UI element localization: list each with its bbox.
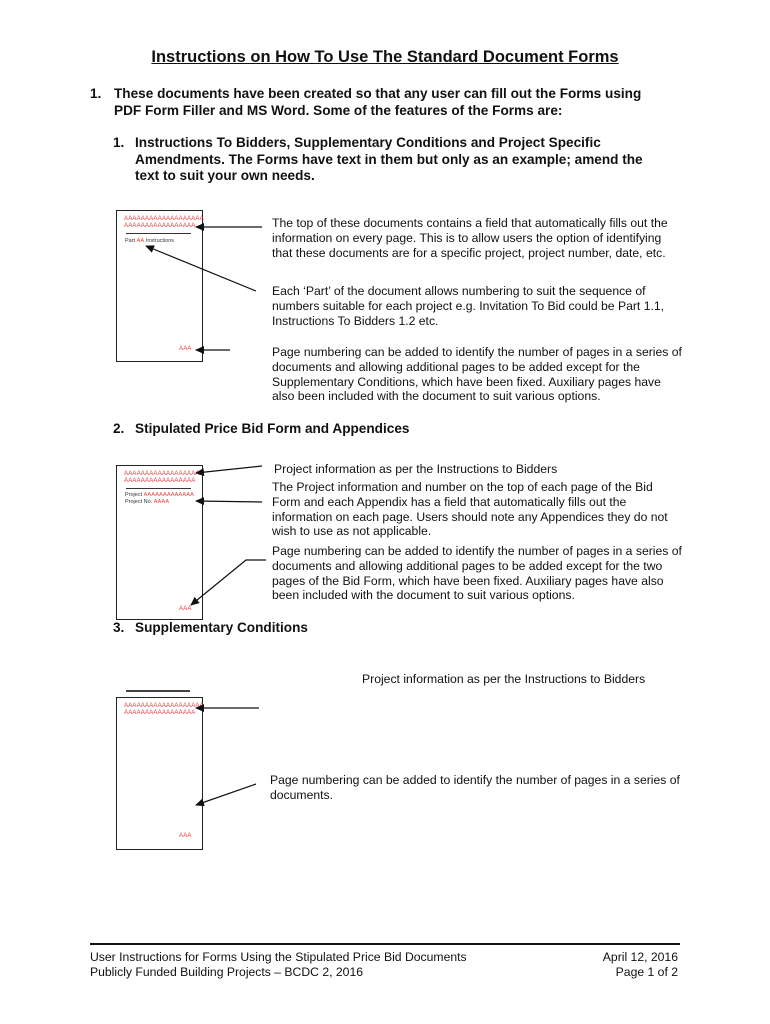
arrow-page-number-3 [196,784,256,805]
thumb2-project-label: Project [125,492,143,498]
thumb2-project-no-label: Project No. [125,499,153,505]
thumb-part-value: AA [136,238,145,244]
intro-number: 1. [90,86,102,101]
note-page-numbering-3: Page numbering can be added to identify the number of pages in a series of documents. [270,773,680,802]
footer-doc-title: User Instructions for Forms Using the Stipulated Price Bid Documents [90,950,467,964]
note-project-info-3: Project information as per the Instructions to Bidders [362,672,646,686]
thumb3-header-red-1: AAAAAAAAAAAAAAAAAAA [124,703,204,709]
footer-page-number: Page 1 of 2 [615,965,678,979]
section-2-number: 2. [113,421,125,436]
section-1-number: 1. [113,135,125,150]
thumb2-header-red-2: AAAAAAAAAAAAAAAAA [124,478,196,484]
thumb2-project-value: AAAAAAAAAAAAA [143,492,194,498]
thumb-part-label: Part [125,238,136,244]
page-title: Instructions on How To Use The Standard Document Forms [151,48,619,66]
arrow-page-number-2 [191,560,266,605]
footer-rule [90,943,680,945]
thumb-header-red-2: AAAAAAAAAAAAAAAAA [124,223,196,229]
note-part-numbering: Each ‘Part’ of the document allows numbering to suit the sequence of numbers suitable for each project e.g. Invitation To Bid could be Part 1.1, Instructions To Bidders 1.2 etc. [272,284,665,328]
arrow-project-info-2 [196,466,262,473]
note-page-numbering-2: Page numbering can be added to identify the number of pages in a series of documents and allowing additional pages to be added except for the two pages of the Bid Form, which have been fixed. Auxiliary pages have also been included with the document to suit various options. [272,544,682,603]
footer-left [90,950,520,980]
arrow-project-fields-2 [196,501,262,502]
footer-program: Publicly Funded Building Projects – BCDC 2, 2016 [90,965,364,979]
note-header-field: The top of these documents contains a field that automatically fills out the information on every page. This is to allow users the option of identifying that these documents are for a specific project, project number, date, etc. [272,216,668,260]
thumb3-page-number: AAA [179,833,192,839]
note-project-info-2: Project information as per the Instructions to Bidders [274,462,558,476]
thumb3-header-red-2: AAAAAAAAAAAAAAAAA [124,710,196,716]
note-page-numbering-1: Page numbering can be added to identify the number of pages in a series of documents and allowing additional pages to be added except for the Supplementary Conditions, which have been fixed. Auxiliary pages have also been included with the document to suit various options. [272,345,682,404]
thumb2-page-number: AAA [179,606,192,612]
footer-right [530,950,678,980]
thumb2-project-no-value: AAAA [153,499,170,505]
thumb2-header-red-1: AAAAAAAAAAAAAAAAAAA [124,471,204,477]
note-bid-form-fields: The Project information and number on the top of each page of the Bid Form and each Appendix has a field that automatically fills out the information on each page. Users should note any Appendices they do not wish to use as not applicable. [272,480,668,539]
footer-date: April 12, 2016 [602,950,678,964]
thumb-header-red-1: AAAAAAAAAAAAAAAAAAA [124,216,204,222]
section-3-heading-text: Supplementary Conditions [135,620,308,635]
thumb-part-suffix: Instructions [145,238,175,244]
arrow-part-numbering [146,246,256,291]
intro-text: These documents have been created so that any user can fill out the Forms using PDF Form Filler and MS Word. Some of the features of the Forms are: [114,86,642,118]
thumb-page-number: AAA [179,346,192,352]
section-3-number: 3. [113,620,125,635]
section-1-heading-text: Instructions To Bidders, Supplementary Conditions and Project Specific Amendments. The Forms have text in them but only as an example; amend the text to suit your own needs. [135,135,643,183]
section-2-heading-text: Stipulated Price Bid Form and Appendices [135,421,410,436]
